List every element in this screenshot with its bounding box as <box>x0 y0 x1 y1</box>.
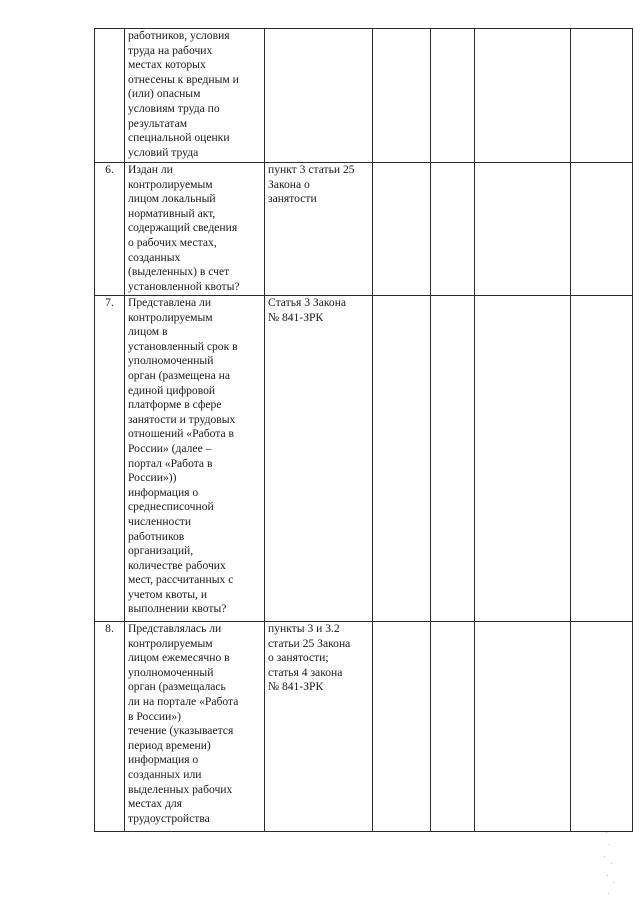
answer-na-cell <box>475 163 571 296</box>
notes-cell <box>571 296 633 622</box>
answer-no-cell <box>431 296 475 622</box>
answer-na-cell <box>475 29 571 163</box>
answer-na-cell <box>475 296 571 622</box>
table-row <box>95 29 633 163</box>
answer-yes-cell <box>373 296 431 622</box>
table-row <box>95 163 633 296</box>
scan-noise <box>602 830 622 900</box>
row-number <box>95 29 125 163</box>
answer-no-cell <box>431 163 475 296</box>
notes-cell <box>571 29 633 163</box>
legal-reference-cell: Статья 3 Закона № 841-ЗРК <box>265 296 373 622</box>
question-cell: Представлена ли контролируемым лицом в установленный срок в уполномоченный орган (размещена на единой цифровой платформе в сфере занятости и трудовых отношений «Работа в России» (далее – портал «Работа в России»)) информация о среднесписочной численности работников организаций, количестве рабочих мест, рассчитанных с учетом квоты, и выполнении квоты? <box>125 296 265 622</box>
legal-reference-cell: пункты 3 и 3.2 статьи 25 Закона о занятости; статья 4 закона № 841-ЗРК <box>265 622 373 832</box>
legal-reference-cell <box>265 29 373 163</box>
row-number: 7. <box>95 296 125 622</box>
row-number: 8. <box>95 622 125 832</box>
notes-cell <box>571 622 633 832</box>
answer-no-cell <box>431 29 475 163</box>
question-cell: работников, условия труда на рабочих местах которых отнесены к вредным и (или) опасным условиям труда по результатам специальной оценки условий труда <box>125 29 265 163</box>
row-number: 6. <box>95 163 125 296</box>
legal-reference-cell: пункт 3 статьи 25 Закона о занятости <box>265 163 373 296</box>
table-row <box>95 622 633 832</box>
notes-cell <box>571 163 633 296</box>
question-cell: Представлялась ли контролируемым лицом ежемесячно в уполномоченный орган (размещалась ли на портале «Работа в России») течение (указывается период времени) информация о созданных или выделенных рабочих местах для трудоустройства <box>125 622 265 832</box>
question-cell: Издан ли контролируемым лицом локальный нормативный акт, содержащий сведения о рабочих местах, созданных (выделенных) в счет установленной квоты? <box>125 163 265 296</box>
answer-no-cell <box>431 622 475 832</box>
table-row <box>95 296 633 622</box>
answer-yes-cell <box>373 29 431 163</box>
checklist-table <box>94 28 633 832</box>
answer-yes-cell <box>373 622 431 832</box>
answer-yes-cell <box>373 163 431 296</box>
answer-na-cell <box>475 622 571 832</box>
